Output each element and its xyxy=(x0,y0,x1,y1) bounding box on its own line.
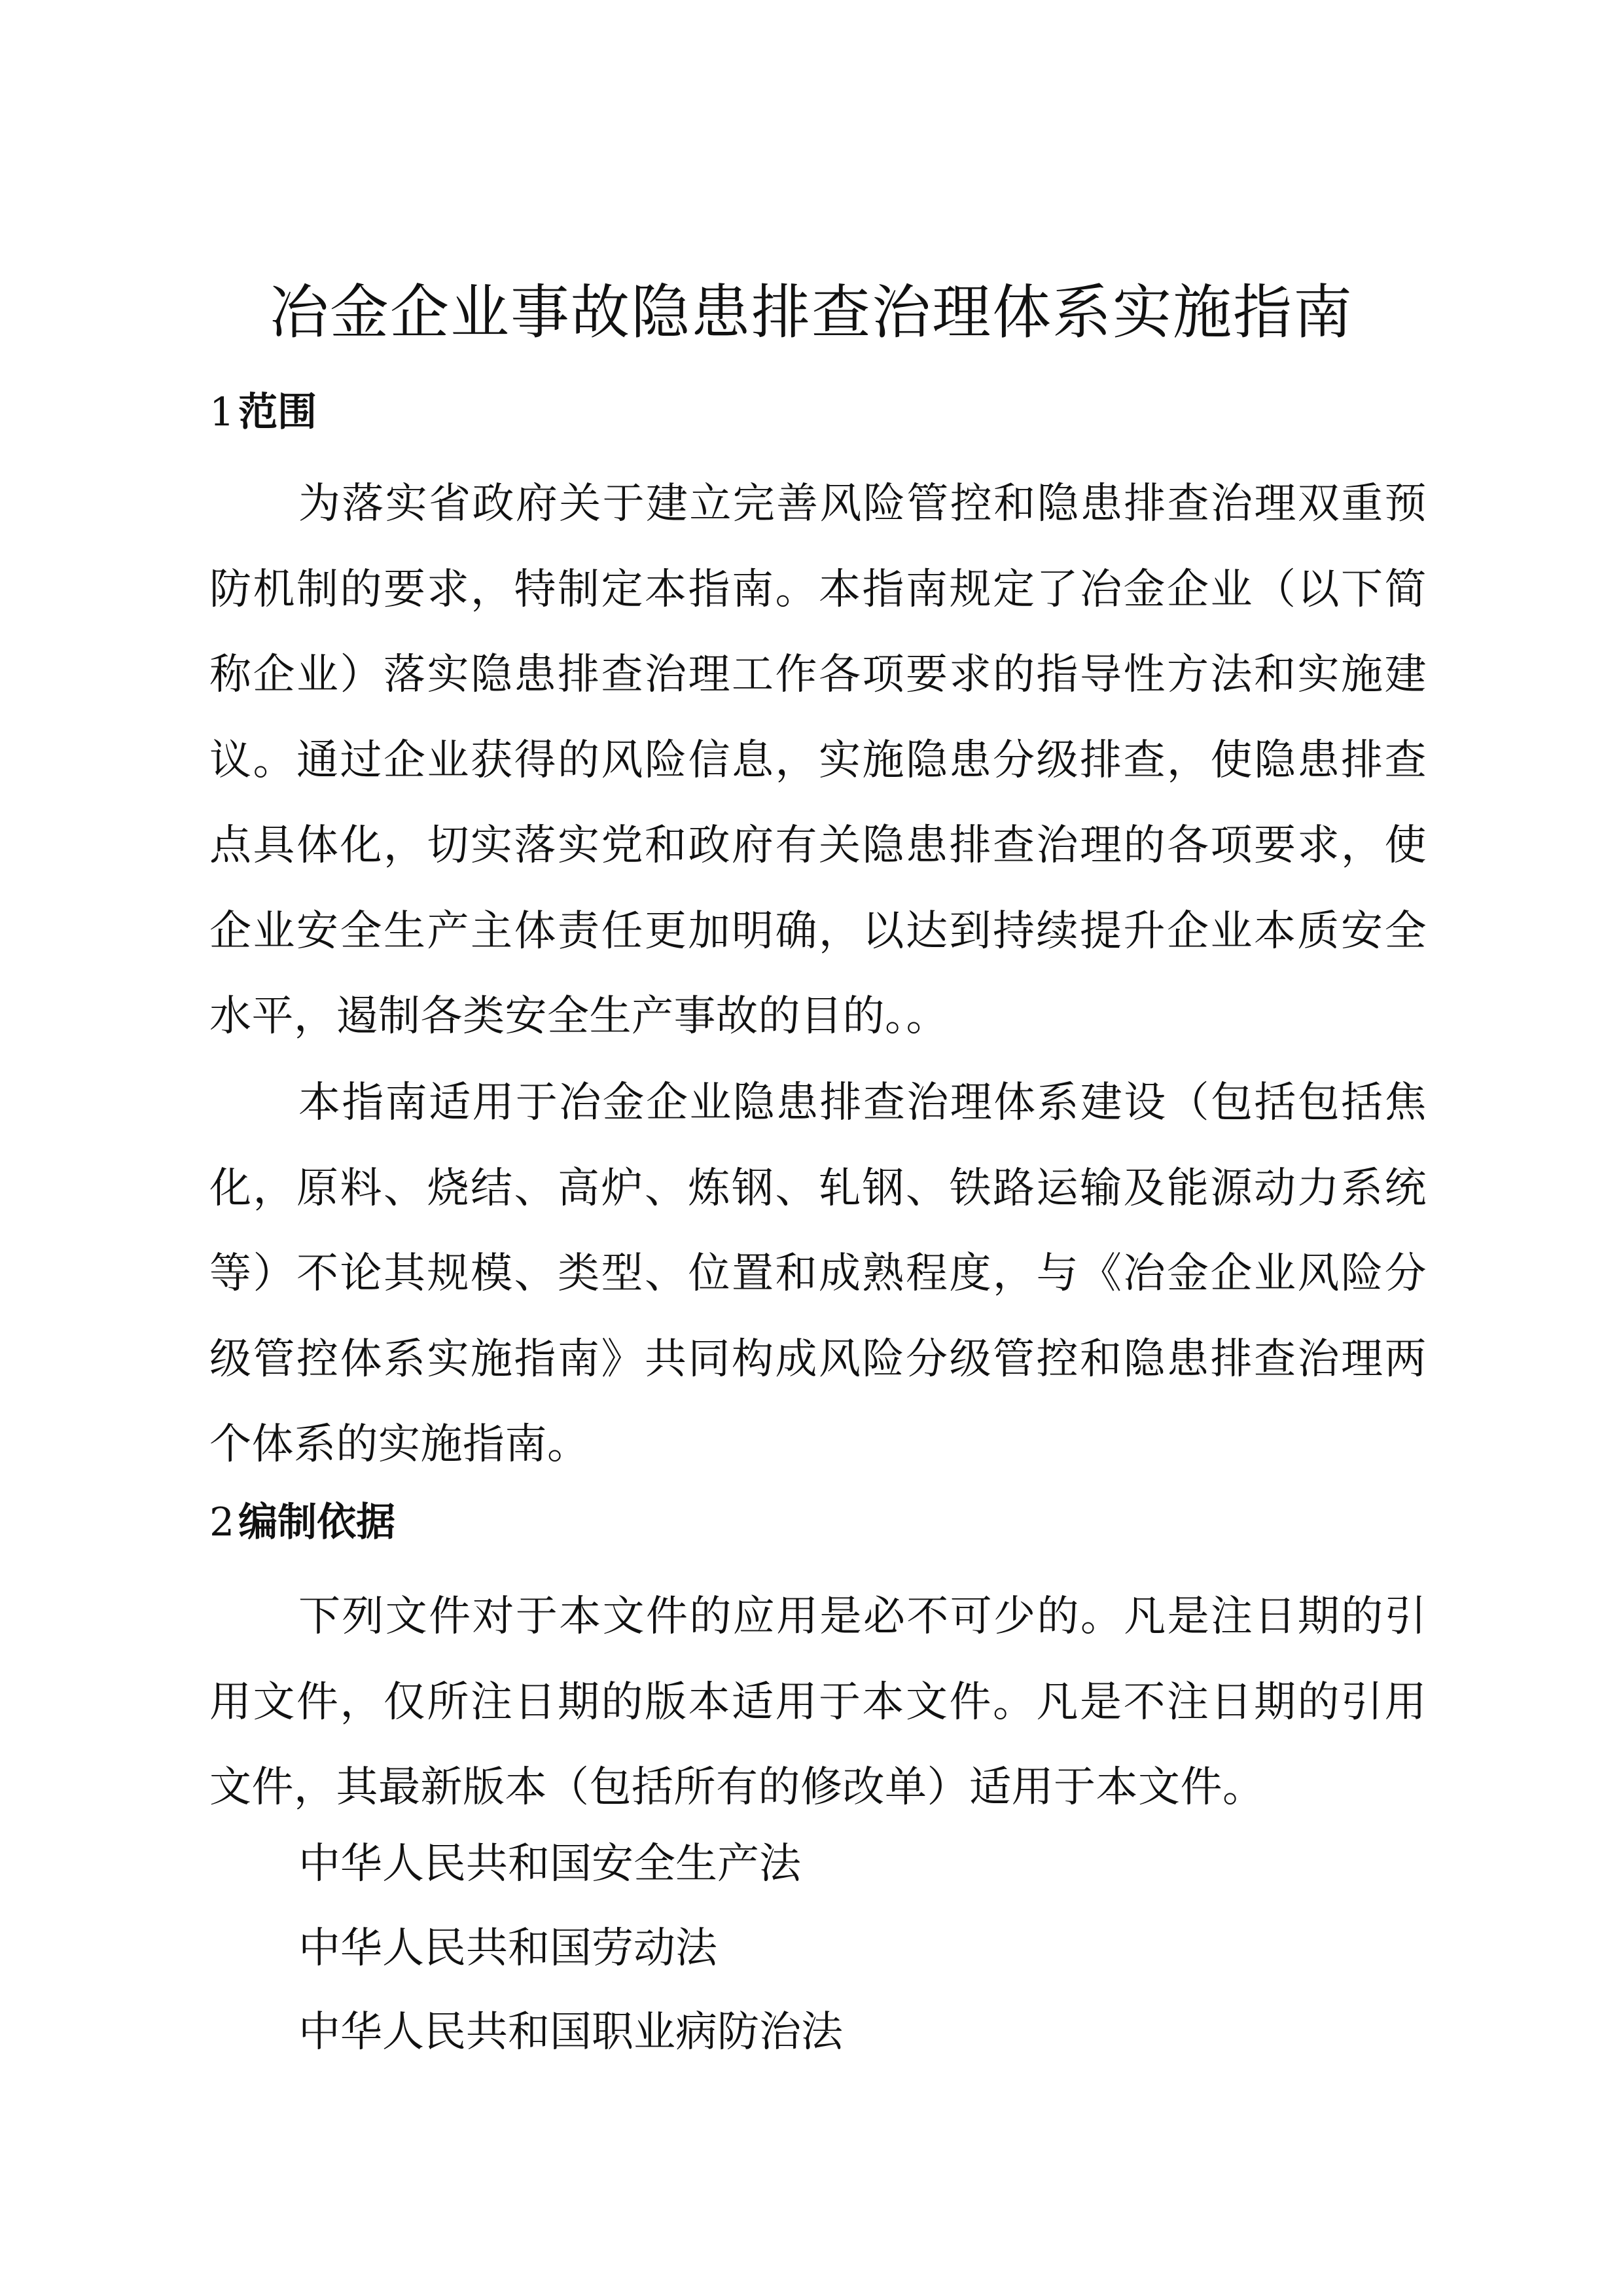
section-1-title: 范围 xyxy=(238,389,317,435)
section-2-title: 编制依据 xyxy=(238,1499,396,1545)
law-reference-item: 中华人民共和国劳动法 xyxy=(298,1924,717,1973)
section-2-paragraph-1: 下列文件对于本文件的应用是必不可少的。凡是注日期的引用文件，仅所注日期的版本适用于本文件。凡是不注日期的引用文件，其最新版本（包括所有的修改单）适用于本文件。 xyxy=(209,1592,1427,1812)
document-title: 冶金企业事故隐患排查治理体系实施指南 xyxy=(270,278,1353,347)
section-1-heading xyxy=(209,386,317,439)
law-reference-item: 中华人民共和国职业病防治法 xyxy=(298,2008,843,2056)
section-2-heading xyxy=(209,1496,395,1549)
law-reference-item: 中华人民共和国安全生产法 xyxy=(298,1840,801,1888)
section-2-number: 2 xyxy=(209,1499,235,1545)
section-1-number: 1 xyxy=(209,389,235,435)
section-1-paragraph-1: 为落实省政府关于建立完善风险管控和隐患排查治理双重预防机制的要求，特制定本指南。本指南规定了冶金企业（以下简称企业）落实隐患排查治理工作各项要求的指导性方法和实施建议。通过企业获得的风险信息，实施隐患分级排查，使隐患排查点具体化，切实落实党和政府有关隐患排查治理的各项要求，使企业安全生产主体责任更加明确，以达到持续提升企业本质安全水平，遏制各类安全生产事故的目的。。 xyxy=(209,480,1427,1041)
section-1-paragraph-2: 本指南适用于冶金企业隐患排查治理体系建设（包括包括焦化，原料、烧结、高炉、炼钢、轧钢、铁路运输及能源动力系统等）不论其规模、类型、位置和成熟程度，与《冶金企业风险分级管控体系实施指南》共同构成风险分级管控和隐患排查治理两个体系的实施指南。 xyxy=(209,1079,1427,1469)
